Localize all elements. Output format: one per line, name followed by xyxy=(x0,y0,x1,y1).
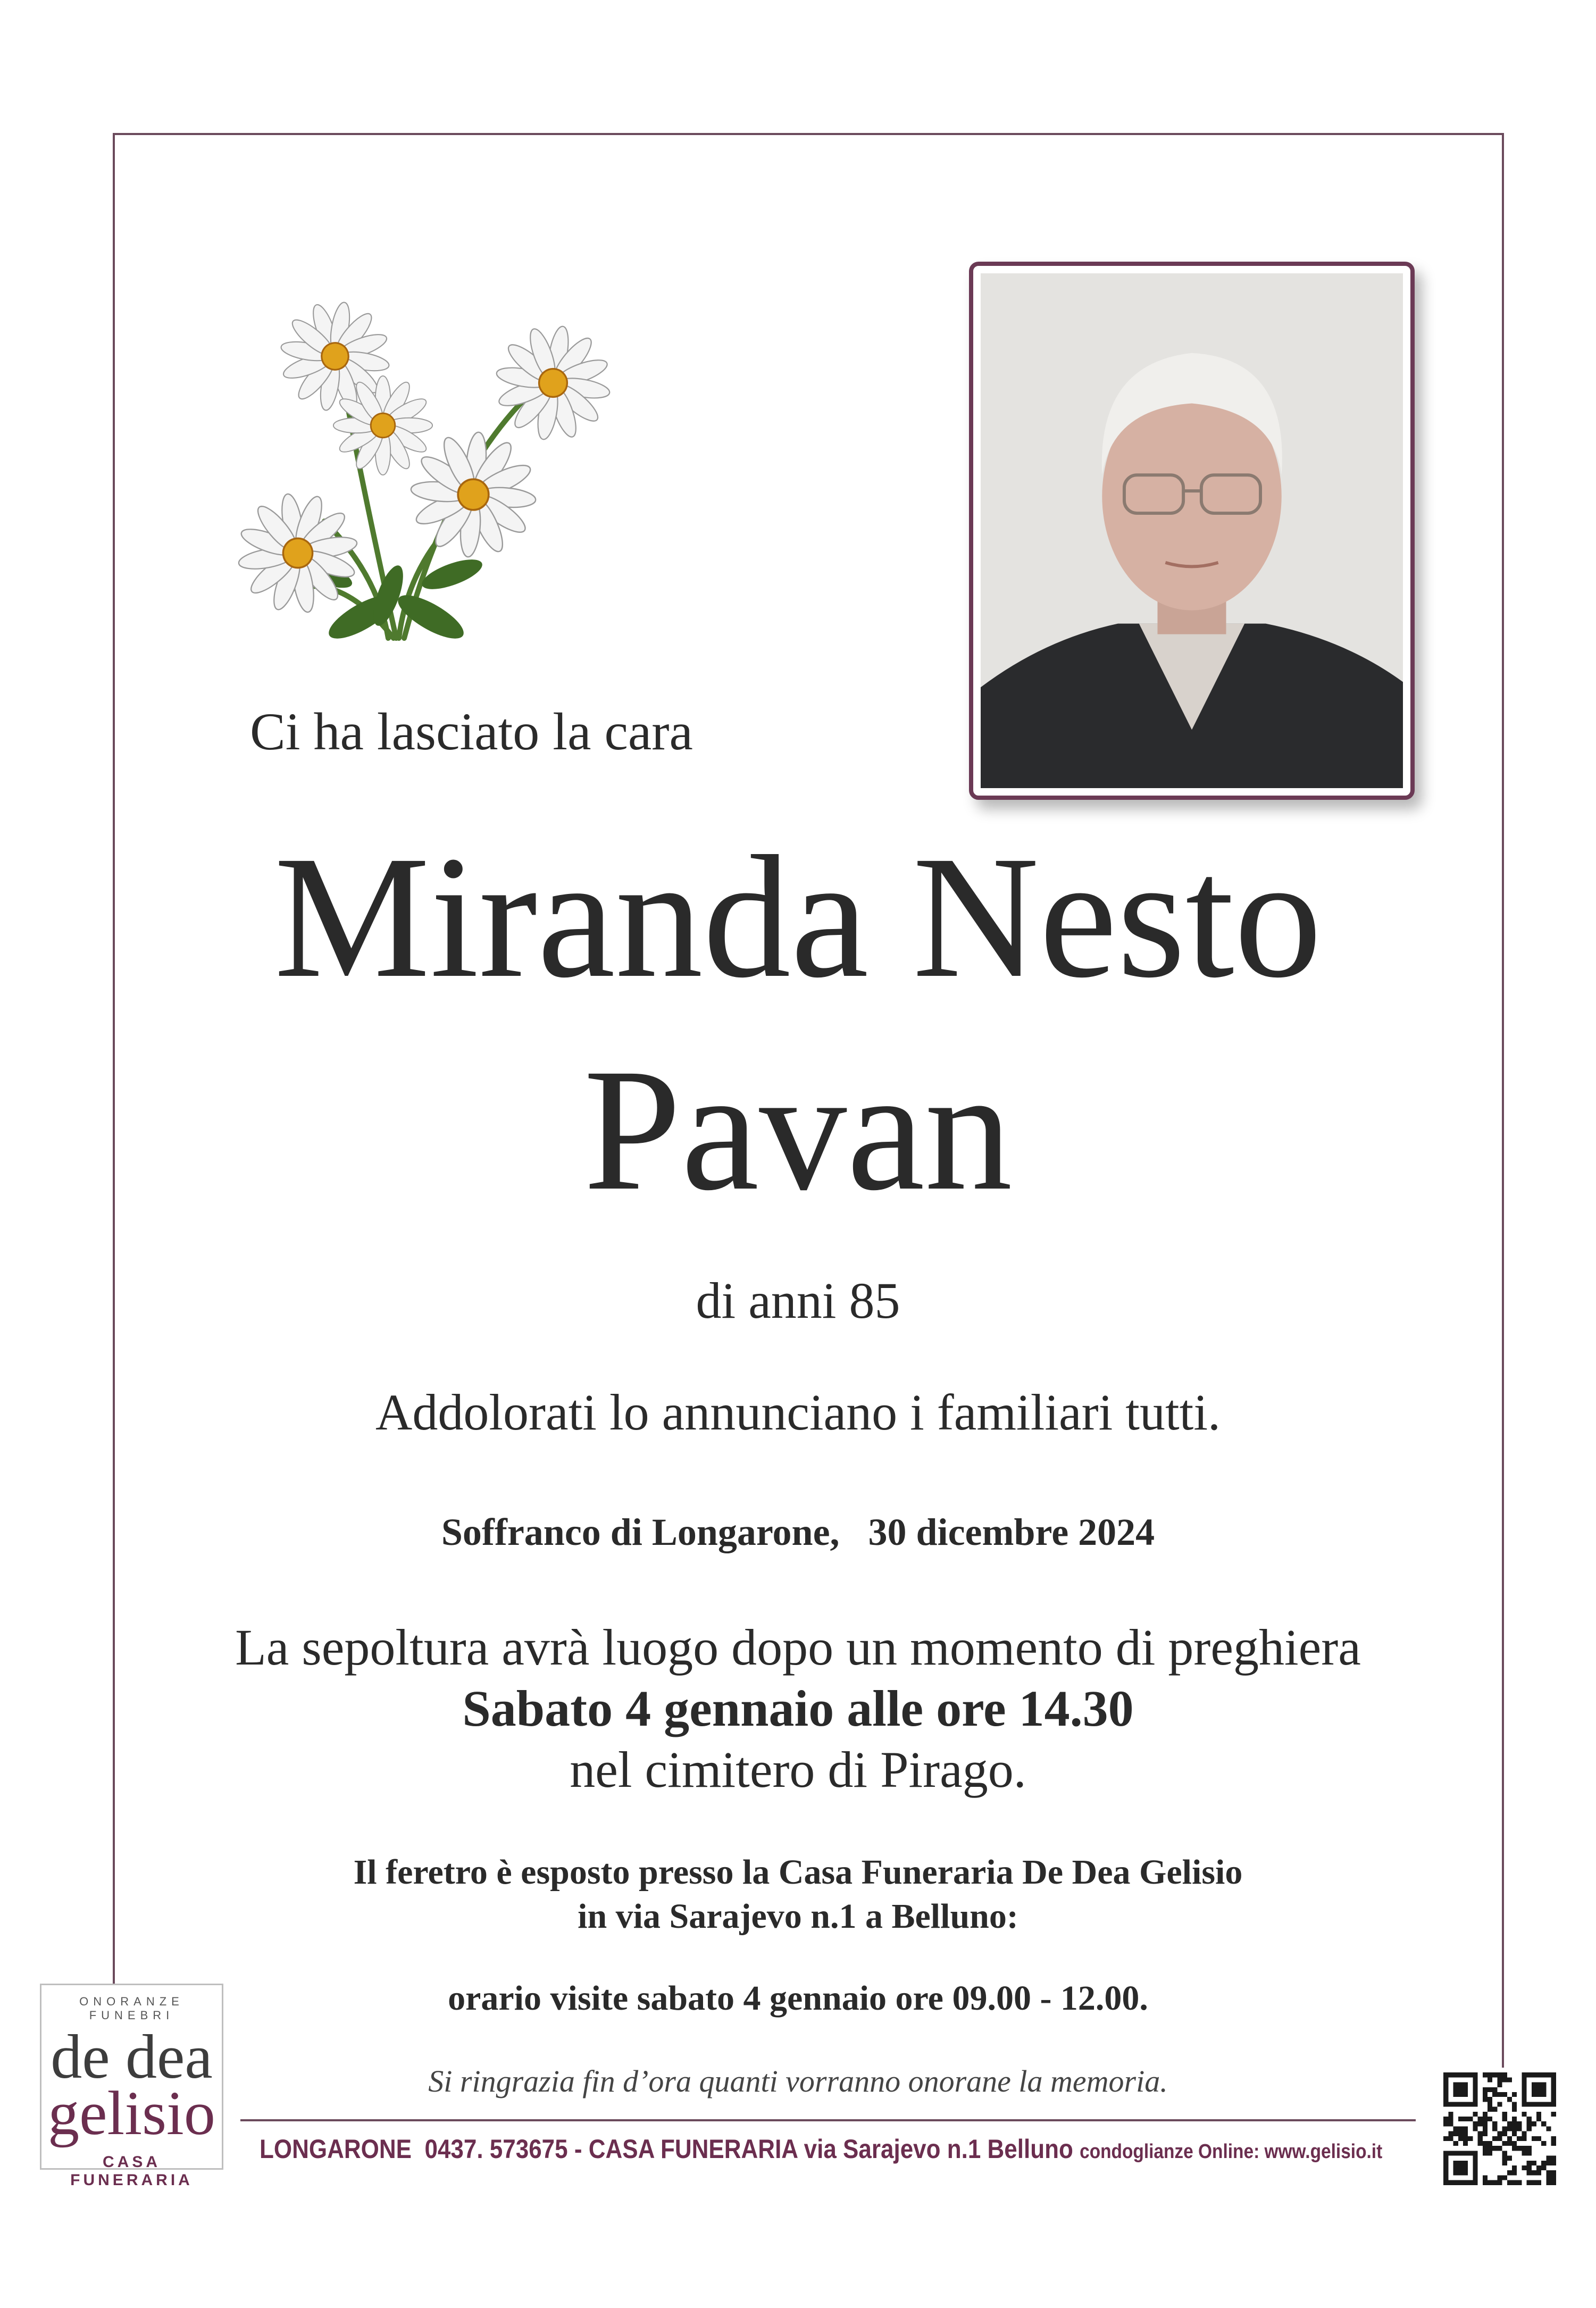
logo-word-gelisio: gelisio xyxy=(48,2078,215,2148)
deceased-name-line2: Pavan xyxy=(583,1033,1013,1227)
place-date-text: Soffranco di Longarone, 30 dicembre 2024 xyxy=(441,1511,1155,1553)
age-text: di anni 85 xyxy=(696,1272,900,1329)
logo-bottom-text: CASA FUNERARIA xyxy=(70,2153,193,2189)
deceased-name-line1: Miranda Nesto xyxy=(274,820,1322,1014)
burial-info xyxy=(0,1617,1596,1801)
funeral-home-logo xyxy=(40,1984,223,2189)
thanks-text: Si ringrazia fin d’ora quanti vorranno onorane la memoria. xyxy=(428,2064,1168,2098)
burial-line-1: La sepoltura avrà luogo dopo un momento di preghiera xyxy=(235,1619,1361,1676)
logo-word-dedea: de dea xyxy=(51,2022,213,2092)
exposure-line-2: in via Sarajevo n.1 a Belluno: xyxy=(578,1896,1018,1936)
footer-divider xyxy=(240,2119,1416,2121)
portrait-photo-frame xyxy=(969,262,1415,800)
daisy-flowers-icon xyxy=(229,298,644,670)
footer-online-text: condoglianze Online: www.gelisio.it xyxy=(1080,2140,1383,2163)
portrait-photo xyxy=(981,273,1403,788)
footer-contacts xyxy=(260,2134,1382,2164)
footer-main-text: LONGARONE 0437. 573675 - CASA FUNERARIA via Sarajevo n.1 Belluno xyxy=(260,2134,1080,2164)
burial-line-3: nel cimitero di Pirago. xyxy=(570,1741,1026,1799)
logo-top-text: ONORANZE FUNEBRI xyxy=(79,1995,184,2022)
qr-code-icon[interactable] xyxy=(1439,2068,1561,2190)
exposure-info xyxy=(0,1851,1596,1938)
intro-text: Ci ha lasciato la cara xyxy=(250,702,693,761)
visits-text: orario visite sabato 4 gennaio ore 09.00 - 12.00. xyxy=(448,1979,1148,2018)
burial-line-2: Sabato 4 gennaio alle ore 14.30 xyxy=(462,1680,1134,1737)
announcement-text: Addolorati lo annunciano i familiari tutti. xyxy=(375,1384,1221,1441)
exposure-line-1: Il feretro è esposto presso la Casa Funeraria De Dea Gelisio xyxy=(353,1853,1243,1892)
